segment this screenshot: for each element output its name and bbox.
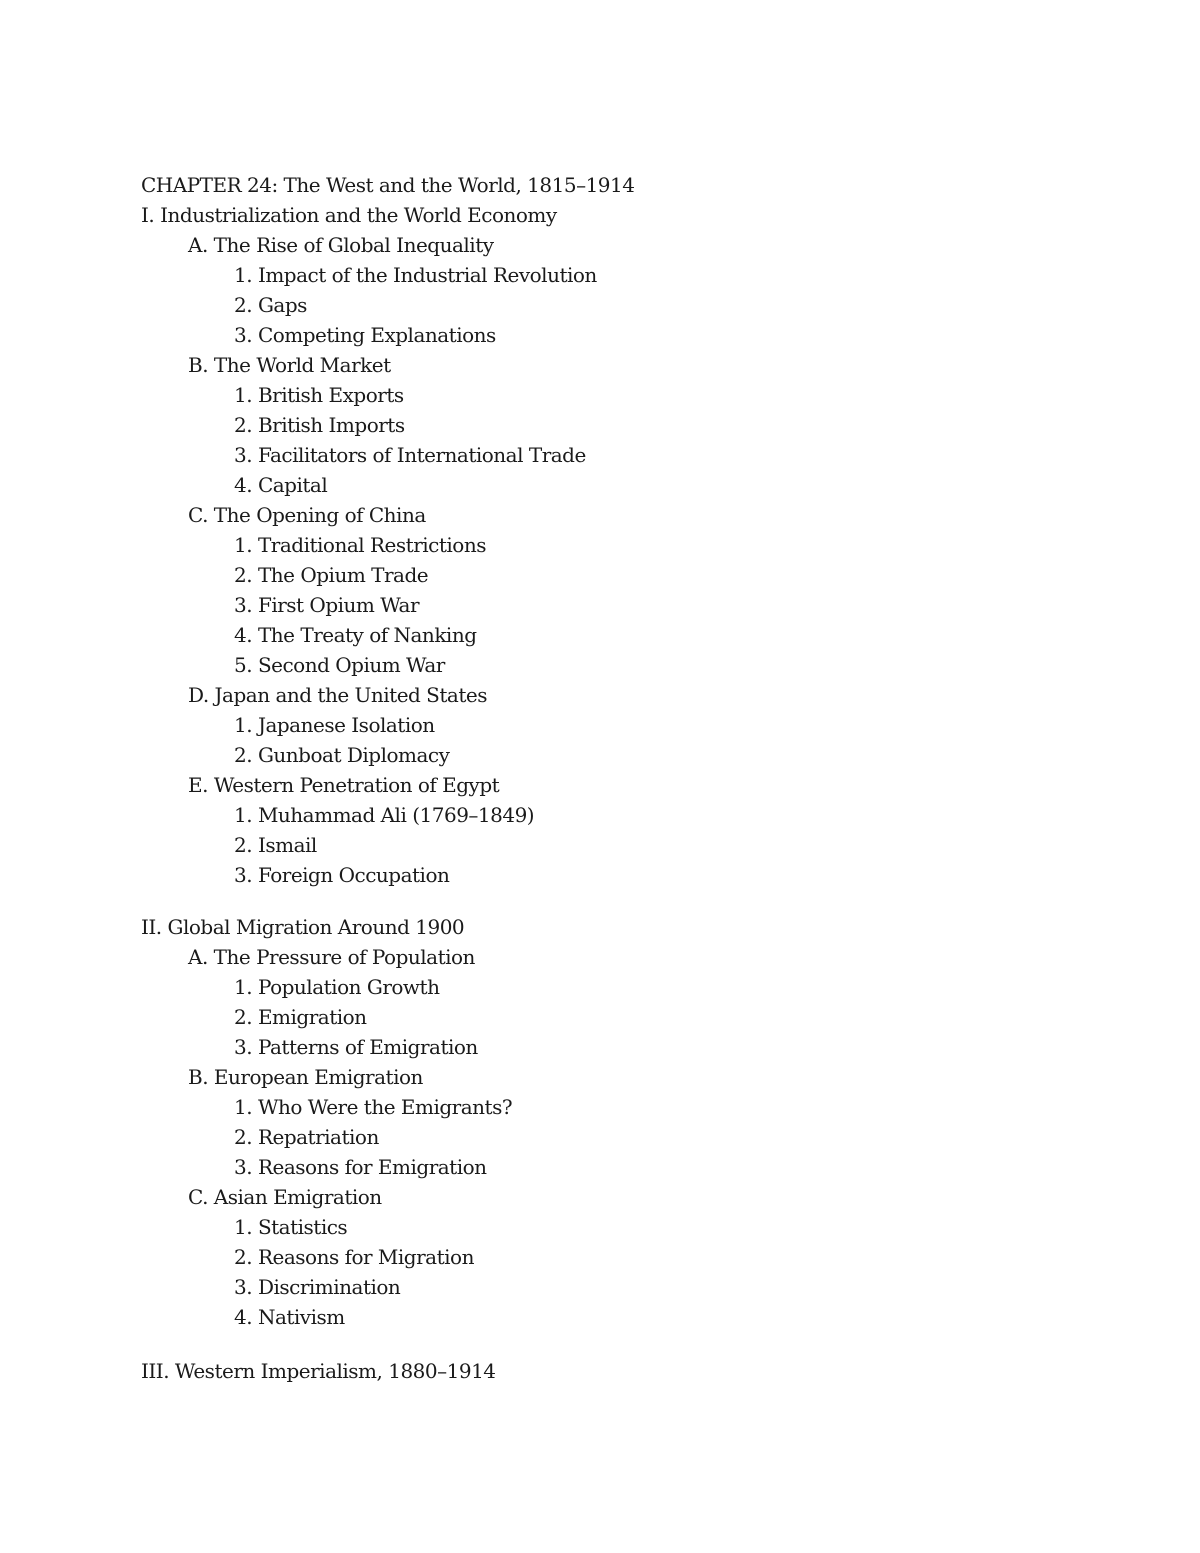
outline-item: 1. Muhammad Ali (1769–1849) — [234, 803, 535, 827]
section-heading: I. Industrialization and the World Economy — [141, 203, 557, 227]
subsection-heading: D. Japan and the United States — [188, 683, 487, 707]
outline-item: 2. British Imports — [234, 413, 405, 437]
outline-item: 3. First Opium War — [234, 593, 420, 617]
outline-item: 4. The Treaty of Nanking — [234, 623, 477, 647]
outline-item: 2. Ismail — [234, 833, 317, 857]
subsection-heading: B. The World Market — [188, 353, 391, 377]
outline-item: 3. Discrimination — [234, 1275, 401, 1299]
outline-item: 2. Reasons for Migration — [234, 1245, 474, 1269]
outline-item: 3. Facilitators of International Trade — [234, 443, 586, 467]
outline-item: 3. Reasons for Emigration — [234, 1155, 487, 1179]
outline-item: 3. Competing Explanations — [234, 323, 496, 347]
outline-item: 2. Emigration — [234, 1005, 367, 1029]
outline-item: 1. Statistics — [234, 1215, 348, 1239]
outline-item: 1. Population Growth — [234, 975, 440, 999]
subsection-heading: C. The Opening of China — [188, 503, 426, 527]
outline-item: 2. Gaps — [234, 293, 307, 317]
outline-item: 3. Patterns of Emigration — [234, 1035, 478, 1059]
outline-item: 1. Traditional Restrictions — [234, 533, 486, 557]
subsection-heading: A. The Pressure of Population — [188, 945, 475, 969]
chapter-outline — [141, 170, 1141, 1386]
outline-item: 3. Foreign Occupation — [234, 863, 450, 887]
outline-item: 2. Repatriation — [234, 1125, 379, 1149]
outline-item: 4. Capital — [234, 473, 328, 497]
outline-item: 1. Impact of the Industrial Revolution — [234, 263, 597, 287]
section-heading: III. Western Imperialism, 1880–1914 — [141, 1359, 496, 1383]
outline-item: 1. Who Were the Emigrants? — [234, 1095, 513, 1119]
outline-item: 2. The Opium Trade — [234, 563, 429, 587]
chapter-title: CHAPTER 24: The West and the World, 1815–1914 — [141, 173, 635, 197]
subsection-heading: B. European Emigration — [188, 1065, 423, 1089]
outline-item: 5. Second Opium War — [234, 653, 445, 677]
outline-item: 4. Nativism — [234, 1305, 345, 1329]
outline-item: 1. British Exports — [234, 383, 404, 407]
section-heading: II. Global Migration Around 1900 — [141, 915, 465, 939]
subsection-heading: E. Western Penetration of Egypt — [188, 773, 500, 797]
outline-item: 1. Japanese Isolation — [234, 713, 435, 737]
subsection-heading: C. Asian Emigration — [188, 1185, 382, 1209]
subsection-heading: A. The Rise of Global Inequality — [188, 233, 494, 257]
outline-item: 2. Gunboat Diplomacy — [234, 743, 450, 767]
